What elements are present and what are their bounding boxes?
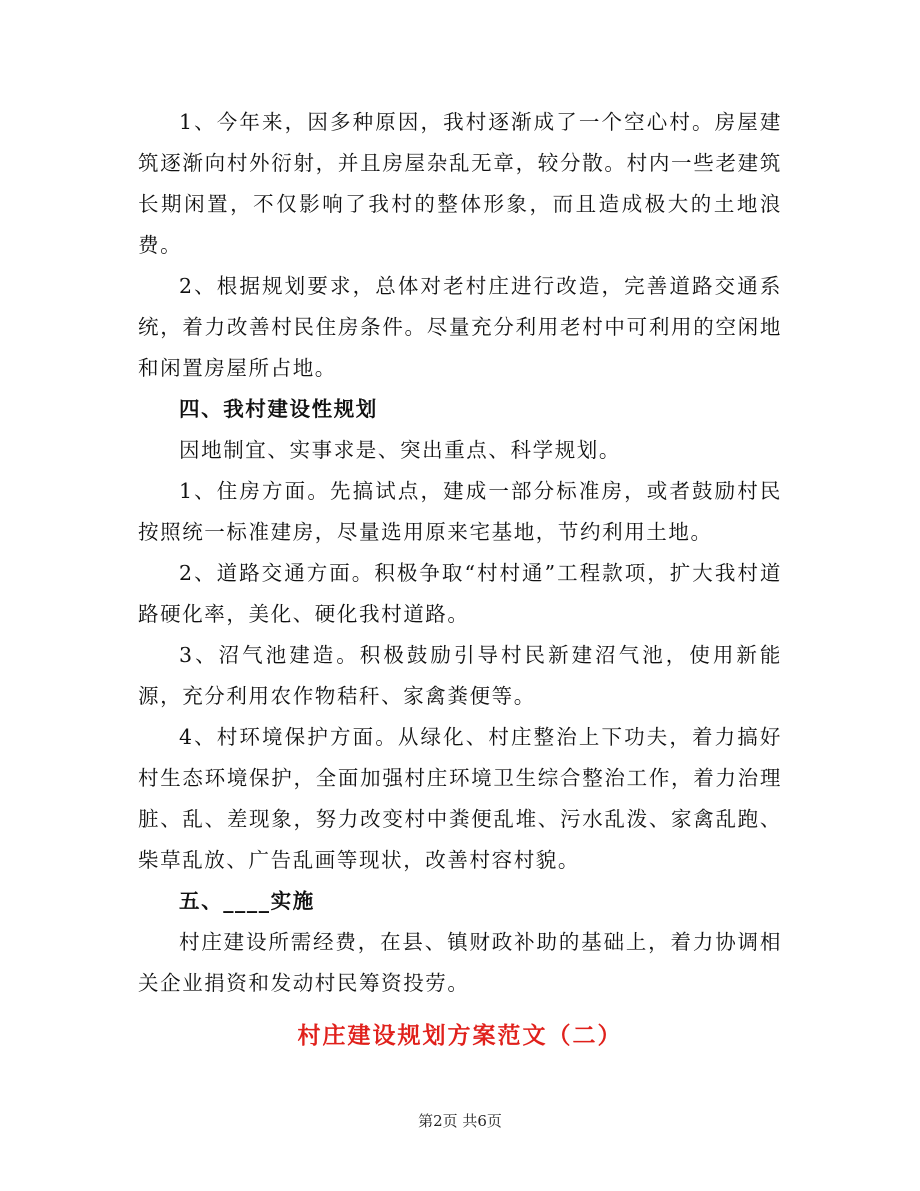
paragraph-funding: 村庄建设所需经费，在县、镇财政补助的基础上，着力协调相关企业捐资和发动村民筹资投劳。 — [138, 930, 782, 995]
paragraph-environment: 4、村环境保护方面。从绿化、村庄整治上下功夫，着力搞好村生态环境保护，全面加强村庄环境卫生综合整治工作，着力治理脏、乱、差现象，努力改变村中粪便乱堆、污水乱泼、家禽乱跑、柴草乱放、广告乱画等现状，改善村容村貌。 — [138, 725, 782, 872]
section-heading-5: 五、____实施 — [179, 889, 315, 913]
paragraph-2: 2、根据规划要求，总体对老村庄进行改造，完善道路交通系统，着力改善村民住房条件。尽量充分利用老村中可利用的空闲地和闲置房屋所占地。 — [138, 274, 782, 380]
paragraph-housing: 1、住房方面。先搞试点，建成一部分标准房，或者鼓励村民按照统一标准建房，尽量选用原来宅基地，节约利用土地。 — [138, 479, 782, 544]
paragraph-1: 1、今年来，因多种原因，我村逐渐成了一个空心村。房屋建筑逐渐向村外衍射，并且房屋杂乱无章，较分散。村内一些老建筑长期闲置，不仅影响了我村的整体形象，而且造成极大的土地浪费。 — [138, 110, 782, 257]
paragraph-roads: 2、道路交通方面。积极争取“村村通”工程款项，扩大我村道路硬化率，美化、硬化我村道路。 — [138, 561, 782, 626]
section-heading-4: 四、我村建设性规划 — [179, 397, 378, 421]
paragraph-principle: 因地制宜、实事求是、突出重点、科学规划。 — [179, 438, 621, 462]
page-number-footer: 第2页 共6页 — [418, 1112, 502, 1130]
document-body — [138, 102, 782, 1056]
next-document-title: 村庄建设规划方案范文（二） — [297, 1022, 623, 1049]
paragraph-biogas: 3、沼气池建造。积极鼓励引导村民新建沼气池，使用新能源，充分利用农作物秸秆、家禽粪便等。 — [138, 643, 782, 708]
